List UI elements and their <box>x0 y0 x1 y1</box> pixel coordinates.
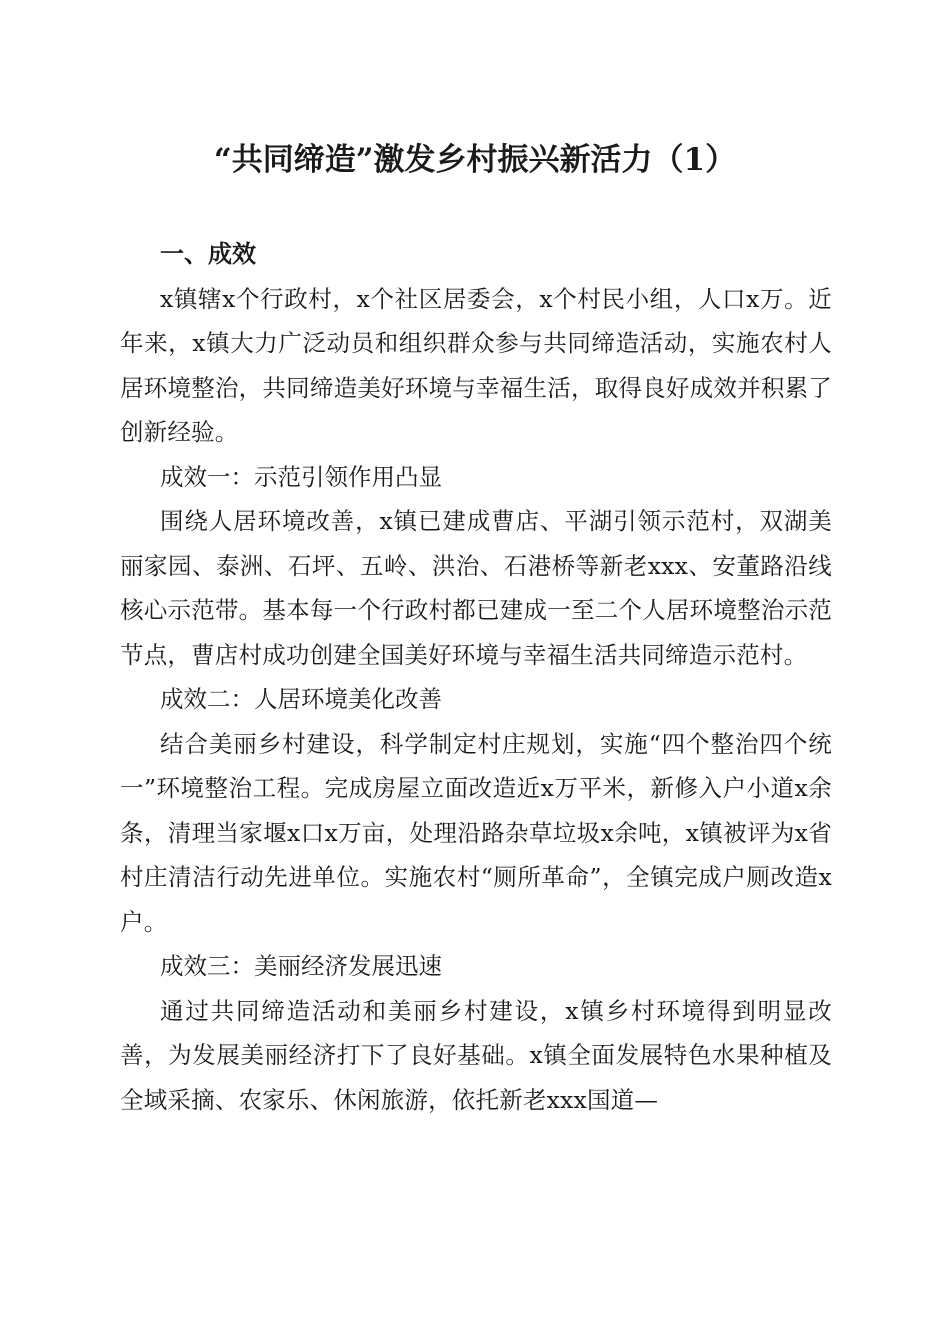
intro-paragraph: x镇辖x个行政村，x个社区居委会，x个村民小组，人口x万。近年来，x镇大力广泛动员和组织群众参与共同缔造活动，实施农村人居环境整治，共同缔造美好环境与幸福生活，取得良好成效并积累了创新经验。 <box>120 284 832 446</box>
paragraph-result-1: 围绕人居环境改善，x镇已建成曹店、平湖引领示范村，双湖美丽家园、泰洲、石坪、五岭、洪治、石港桥等新老xxx、安董路沿线核心示范带。基本每一个行政村都已建成一至二个人居环境整治示范节点，曹店村成功创建全国美好环境与幸福生活共同缔造示范村。 <box>120 507 832 669</box>
subheading-result-3: 成效三：美丽经济发展迅速 <box>160 952 442 980</box>
paragraph-result-2: 结合美丽乡村建设，科学制定村庄规划，实施“四个整治四个统一”环境整治工程。完成房屋立面改造近x万平米，新修入户小道x余条，清理当家堰x口x万亩，处理沿路杂草垃圾x余吨，x镇被评为x省村庄清洁行动先进单位。实施农村“厕所革命”，全镇完成户厕改造x户。 <box>120 729 832 936</box>
subheading-result-2: 成效二：人居环境美化改善 <box>160 685 442 713</box>
document-title: “共同缔造”激发乡村振兴新活力（1） <box>213 142 737 178</box>
paragraph-result-3: 通过共同缔造活动和美丽乡村建设，x镇乡村环境得到明显改善，为发展美丽经济打下了良好基础。x镇全面发展特色水果种植及全域采摘、农家乐、休闲旅游，依托新老xxx国道— <box>120 996 832 1114</box>
document-body <box>120 232 832 1122</box>
subheading-result-1: 成效一：示范引领作用凸显 <box>160 462 442 491</box>
section-heading: 一、成效 <box>160 239 256 268</box>
